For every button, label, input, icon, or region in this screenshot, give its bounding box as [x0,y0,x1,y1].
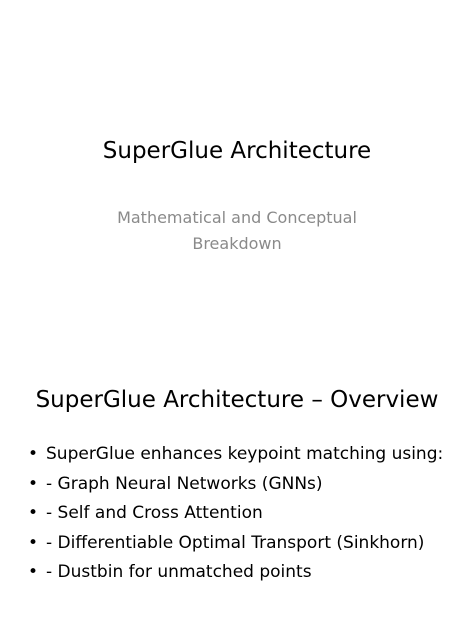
bullet-text: SuperGlue enhances keypoint matching using: [46,444,444,464]
bullet-text: - Dustbin for unmatched points [46,562,312,582]
subtitle-line-2: Breakdown [192,234,282,253]
slide-overview [0,354,474,632]
bullet-dot-icon: • [28,444,39,464]
bullet-text: - Differentiable Optimal Transport (Sinkhorn) [46,532,425,553]
subtitle-line-1: Mathematical and Conceptual [117,208,357,227]
bullet-item [28,529,443,559]
bullet-item [28,470,443,500]
bullet-item [28,499,443,529]
bullet-dot-icon: • [28,503,39,523]
bullet-item [28,558,443,588]
bullet-text: - Self and Cross Attention [46,503,263,523]
presentation-subtitle [0,205,474,257]
bullet-list [28,440,443,588]
bullet-dot-icon: • [28,562,39,582]
slide-title: SuperGlue Architecture – Overview [35,387,439,413]
bullet-text: - Graph Neural Networks (GNNs) [46,473,323,494]
presentation-title: SuperGlue Architecture [102,138,372,164]
bullet-dot-icon: • [28,473,39,494]
bullet-item [28,440,443,470]
bullet-dot-icon: • [28,532,39,553]
